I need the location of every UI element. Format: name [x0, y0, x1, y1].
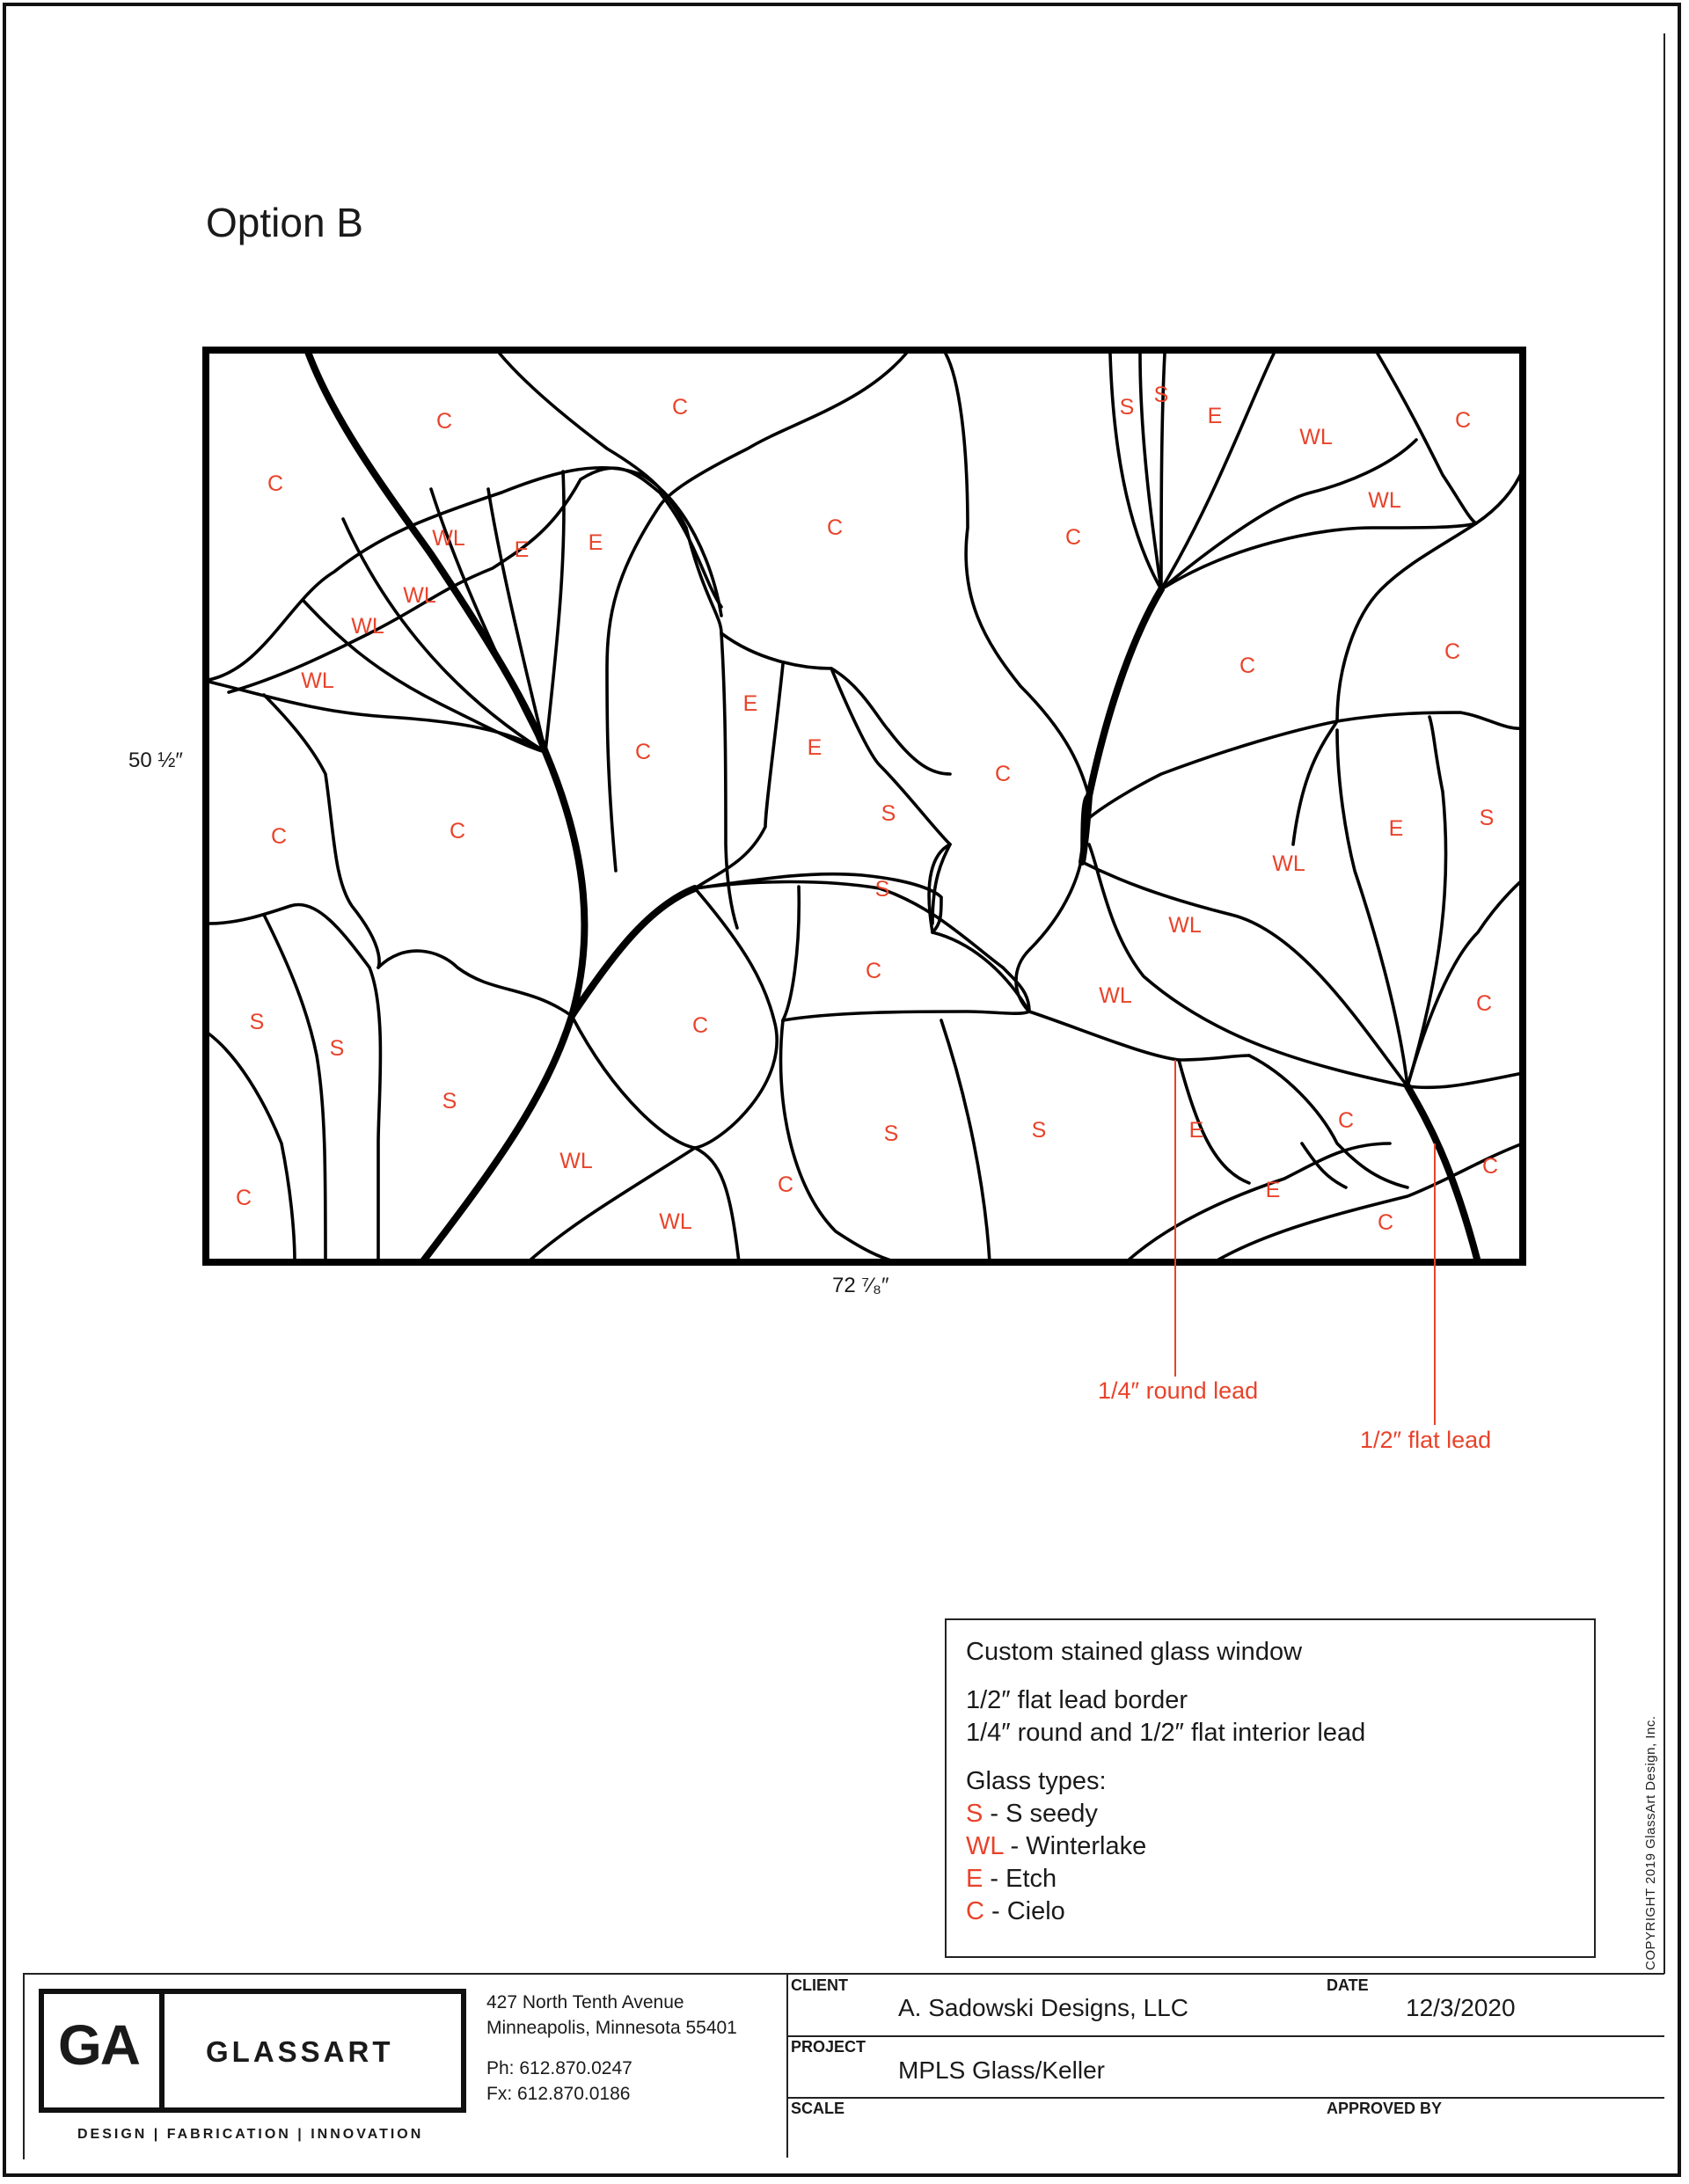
glass-label-s: S — [1119, 395, 1135, 420]
glass-label-s: S — [249, 1010, 265, 1034]
callout-round-lead: 1/4″ round lead — [1098, 1377, 1259, 1404]
glass-label-c: C — [634, 740, 652, 764]
glass-label-s: S — [1153, 383, 1169, 407]
glass-label-wl: WL — [301, 668, 334, 693]
glass-label-layer — [236, 383, 1498, 1235]
glass-label-e: E — [588, 530, 603, 555]
glass-code: WL — [966, 1832, 1004, 1860]
copyright-notice: COPYRIGHT 2019 GlassArt Design, Inc. — [1643, 1715, 1658, 1970]
glass-label-wl: WL — [1368, 488, 1401, 513]
title-block-divider — [786, 1974, 788, 2158]
callout-flat-lead: 1/2″ flat lead — [1360, 1427, 1492, 1453]
glass-label-c: C — [994, 762, 1012, 786]
address-line-1: 427 North Tenth Avenue — [486, 1992, 684, 2012]
glass-label-s: S — [874, 877, 890, 902]
fax-number: Fx: 612.870.0186 — [486, 2084, 631, 2104]
glass-label-c: C — [1377, 1210, 1394, 1235]
glass-label-c: C — [1475, 991, 1493, 1016]
phone-number: Ph: 612.870.0247 — [486, 2058, 632, 2078]
glass-label-wl: WL — [1299, 425, 1333, 449]
project-label: PROJECT — [791, 2038, 866, 2056]
glass-name: - S seedy — [983, 1800, 1098, 1828]
legend-spec-border: 1/2″ flat lead border — [966, 1686, 1188, 1714]
logo-mark: GA — [58, 2013, 139, 2077]
glass-label-wl: WL — [403, 583, 436, 608]
glass-label-c: C — [1337, 1108, 1355, 1133]
glass-label-wl: WL — [559, 1149, 593, 1173]
glass-label-e: E — [1388, 816, 1404, 841]
spec-legend — [945, 1618, 1596, 1958]
approved-by-label: APPROVED BY — [1327, 2100, 1443, 2117]
glass-label-wl: WL — [351, 614, 384, 639]
legend-item — [966, 1798, 1594, 1830]
date-value: 12/3/2020 — [1406, 1994, 1516, 2021]
project-value: MPLS Glass/Keller — [898, 2056, 1105, 2084]
legend-item — [966, 1863, 1594, 1895]
glass-label-c: C — [235, 1186, 252, 1210]
glass-code: C — [966, 1897, 984, 1925]
title-block-rule — [786, 2097, 1664, 2099]
glass-label-c: C — [1444, 639, 1461, 664]
logo-divider — [159, 1989, 165, 2113]
callout-leaders — [1175, 1060, 1435, 1425]
glass-label-s: S — [883, 1121, 899, 1146]
height-dimension: 50 ½″ — [128, 749, 183, 772]
title-block-rule — [786, 2035, 1664, 2037]
glass-label-c: C — [671, 395, 689, 420]
glass-label-c: C — [865, 959, 882, 983]
glass-label-wl: WL — [1099, 983, 1132, 1008]
client-value: A. Sadowski Designs, LLC — [898, 1994, 1188, 2021]
glass-label-c: C — [1064, 525, 1082, 550]
glass-name: - Winterlake — [1003, 1832, 1147, 1860]
glass-label-e: E — [1265, 1178, 1281, 1202]
glass-code: E — [966, 1865, 983, 1893]
company-tagline: DESIGN | FABRICATION | INNOVATION — [77, 2127, 424, 2142]
glass-label-c: C — [777, 1172, 794, 1197]
glass-label-s: S — [1031, 1118, 1047, 1143]
glass-label-e: E — [1188, 1118, 1204, 1143]
glass-label-c: C — [691, 1013, 709, 1038]
glass-label-e: E — [514, 537, 530, 562]
glass-label-c: C — [826, 515, 844, 540]
scale-label: SCALE — [791, 2100, 845, 2117]
glass-label-c: C — [449, 819, 466, 844]
address-line-2: Minneapolis, Minnesota 55401 — [486, 2018, 737, 2038]
glass-label-wl: WL — [1168, 913, 1202, 938]
glass-name: - Cielo — [983, 1897, 1065, 1925]
glass-label-c: C — [435, 409, 453, 434]
legend-heading: Custom stained glass window — [966, 1638, 1303, 1666]
glass-label-c: C — [267, 471, 284, 496]
glass-label-wl: WL — [432, 526, 465, 551]
legend-glass-heading: Glass types: — [966, 1767, 1107, 1795]
glass-label-wl: WL — [1272, 851, 1305, 876]
logo-wordmark: GLASSART — [206, 2035, 394, 2068]
legend-item — [966, 1830, 1594, 1863]
glass-label-s: S — [1479, 806, 1495, 830]
glass-label-c: C — [270, 824, 288, 849]
glass-label-wl: WL — [659, 1209, 692, 1234]
client-label: CLIENT — [791, 1976, 848, 1994]
glass-name: - Etch — [983, 1865, 1057, 1893]
glass-label-c: C — [1454, 408, 1472, 433]
glass-label-c: C — [1481, 1154, 1499, 1179]
legend-item — [966, 1895, 1594, 1928]
glass-label-e: E — [807, 735, 823, 760]
glass-label-e: E — [742, 691, 758, 716]
option-title: Option B — [206, 200, 363, 245]
glass-label-s: S — [442, 1089, 457, 1114]
glass-label-c: C — [1239, 654, 1256, 678]
legend-spec-interior: 1/4″ round and 1/2″ flat interior lead — [966, 1719, 1366, 1747]
glass-label-e: E — [1207, 404, 1223, 428]
glass-label-s: S — [329, 1036, 345, 1061]
glass-label-s: S — [881, 801, 896, 826]
width-dimension: 72 ⁷⁄₈″ — [832, 1274, 889, 1297]
round-lead-lines — [208, 354, 1523, 1262]
date-label: DATE — [1327, 1976, 1369, 1994]
glass-code: S — [966, 1800, 983, 1828]
